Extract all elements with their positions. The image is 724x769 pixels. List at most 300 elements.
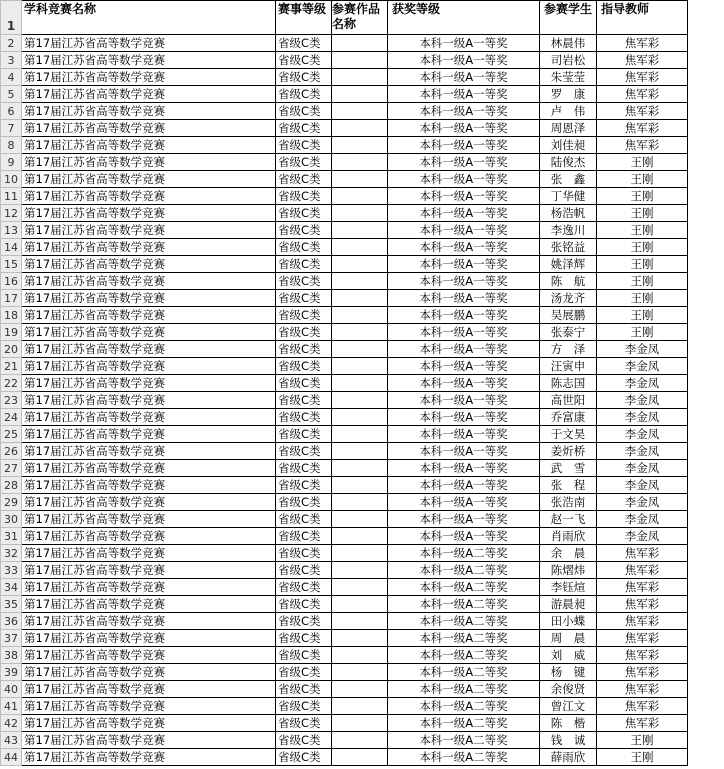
cell-event-level[interactable]: 省级C类	[276, 324, 332, 341]
cell-competition-name[interactable]: 第17届江苏省高等数学竞赛	[22, 494, 276, 511]
cell-teacher[interactable]: 焦军彩	[597, 698, 688, 715]
cell-teacher[interactable]: 李金凤	[597, 494, 688, 511]
cell-teacher[interactable]: 王刚	[597, 273, 688, 290]
cell-competition-name[interactable]: 第17届江苏省高等数学竞赛	[22, 630, 276, 647]
cell-competition-name[interactable]: 第17届江苏省高等数学竞赛	[22, 511, 276, 528]
row-number[interactable]: 26	[1, 443, 22, 460]
cell-event-level[interactable]: 省级C类	[276, 681, 332, 698]
cell-work-name[interactable]	[332, 69, 388, 86]
cell-teacher[interactable]: 王刚	[597, 749, 688, 766]
cell-award-level[interactable]: 本科一级A一等奖	[388, 222, 540, 239]
cell-work-name[interactable]	[332, 273, 388, 290]
cell-work-name[interactable]	[332, 426, 388, 443]
cell-student[interactable]: 杨浩帆	[540, 205, 597, 222]
cell-award-level[interactable]: 本科一级A一等奖	[388, 188, 540, 205]
cell-student[interactable]: 卢 伟	[540, 103, 597, 120]
cell-teacher[interactable]: 焦军彩	[597, 613, 688, 630]
cell-event-level[interactable]: 省级C类	[276, 205, 332, 222]
row-number[interactable]: 40	[1, 681, 22, 698]
cell-student[interactable]: 李钰煊	[540, 579, 597, 596]
cell-award-level[interactable]: 本科一级A二等奖	[388, 698, 540, 715]
cell-teacher[interactable]: 王刚	[597, 307, 688, 324]
row-number[interactable]: 4	[1, 69, 22, 86]
header-teacher[interactable]: 指导教师	[597, 1, 688, 35]
cell-competition-name[interactable]: 第17届江苏省高等数学竞赛	[22, 443, 276, 460]
cell-student[interactable]: 汪寅申	[540, 358, 597, 375]
cell-work-name[interactable]	[332, 715, 388, 732]
cell-work-name[interactable]	[332, 188, 388, 205]
cell-award-level[interactable]: 本科一级A一等奖	[388, 154, 540, 171]
cell-event-level[interactable]: 省级C类	[276, 341, 332, 358]
cell-work-name[interactable]	[332, 664, 388, 681]
cell-teacher[interactable]: 李金凤	[597, 409, 688, 426]
cell-student[interactable]: 钱 诚	[540, 732, 597, 749]
cell-award-level[interactable]: 本科一级A一等奖	[388, 358, 540, 375]
cell-competition-name[interactable]: 第17届江苏省高等数学竞赛	[22, 460, 276, 477]
cell-student[interactable]: 乔富康	[540, 409, 597, 426]
cell-work-name[interactable]	[332, 545, 388, 562]
cell-work-name[interactable]	[332, 120, 388, 137]
cell-event-level[interactable]: 省级C类	[276, 749, 332, 766]
row-number[interactable]: 21	[1, 358, 22, 375]
row-number[interactable]: 6	[1, 103, 22, 120]
cell-competition-name[interactable]: 第17届江苏省高等数学竞赛	[22, 273, 276, 290]
cell-work-name[interactable]	[332, 341, 388, 358]
cell-event-level[interactable]: 省级C类	[276, 120, 332, 137]
cell-work-name[interactable]	[332, 290, 388, 307]
header-award-level[interactable]: 获奖等级	[388, 1, 540, 35]
cell-event-level[interactable]: 省级C类	[276, 664, 332, 681]
cell-event-level[interactable]: 省级C类	[276, 86, 332, 103]
cell-competition-name[interactable]: 第17届江苏省高等数学竞赛	[22, 341, 276, 358]
cell-teacher[interactable]: 王刚	[597, 256, 688, 273]
cell-work-name[interactable]	[332, 749, 388, 766]
cell-event-level[interactable]: 省级C类	[276, 647, 332, 664]
cell-event-level[interactable]: 省级C类	[276, 477, 332, 494]
cell-event-level[interactable]: 省级C类	[276, 511, 332, 528]
cell-work-name[interactable]	[332, 579, 388, 596]
row-number[interactable]: 29	[1, 494, 22, 511]
row-number[interactable]: 43	[1, 732, 22, 749]
cell-competition-name[interactable]: 第17届江苏省高等数学竞赛	[22, 375, 276, 392]
cell-competition-name[interactable]: 第17届江苏省高等数学竞赛	[22, 647, 276, 664]
cell-event-level[interactable]: 省级C类	[276, 222, 332, 239]
cell-student[interactable]: 姚泽辉	[540, 256, 597, 273]
cell-award-level[interactable]: 本科一级A一等奖	[388, 392, 540, 409]
cell-teacher[interactable]: 焦军彩	[597, 562, 688, 579]
cell-student[interactable]: 刘佳昶	[540, 137, 597, 154]
cell-student[interactable]: 张 程	[540, 477, 597, 494]
cell-teacher[interactable]: 焦军彩	[597, 35, 688, 52]
cell-student[interactable]: 方 泽	[540, 341, 597, 358]
cell-event-level[interactable]: 省级C类	[276, 443, 332, 460]
cell-competition-name[interactable]: 第17届江苏省高等数学竞赛	[22, 732, 276, 749]
cell-teacher[interactable]: 焦军彩	[597, 120, 688, 137]
cell-award-level[interactable]: 本科一级A二等奖	[388, 664, 540, 681]
cell-event-level[interactable]: 省级C类	[276, 596, 332, 613]
cell-award-level[interactable]: 本科一级A一等奖	[388, 137, 540, 154]
cell-work-name[interactable]	[332, 392, 388, 409]
row-number[interactable]: 36	[1, 613, 22, 630]
cell-student[interactable]: 陈熠炜	[540, 562, 597, 579]
row-number[interactable]: 28	[1, 477, 22, 494]
cell-event-level[interactable]: 省级C类	[276, 69, 332, 86]
cell-competition-name[interactable]: 第17届江苏省高等数学竞赛	[22, 698, 276, 715]
cell-work-name[interactable]	[332, 222, 388, 239]
cell-work-name[interactable]	[332, 35, 388, 52]
cell-student[interactable]: 陈志国	[540, 375, 597, 392]
cell-competition-name[interactable]: 第17届江苏省高等数学竞赛	[22, 290, 276, 307]
row-number[interactable]: 9	[1, 154, 22, 171]
cell-work-name[interactable]	[332, 324, 388, 341]
cell-award-level[interactable]: 本科一级A二等奖	[388, 613, 540, 630]
cell-event-level[interactable]: 省级C类	[276, 171, 332, 188]
cell-event-level[interactable]: 省级C类	[276, 103, 332, 120]
cell-teacher[interactable]: 焦军彩	[597, 52, 688, 69]
row-number[interactable]: 14	[1, 239, 22, 256]
cell-work-name[interactable]	[332, 307, 388, 324]
cell-award-level[interactable]: 本科一级A二等奖	[388, 545, 540, 562]
cell-competition-name[interactable]: 第17届江苏省高等数学竞赛	[22, 477, 276, 494]
cell-teacher[interactable]: 焦军彩	[597, 86, 688, 103]
cell-competition-name[interactable]: 第17届江苏省高等数学竞赛	[22, 52, 276, 69]
cell-competition-name[interactable]: 第17届江苏省高等数学竞赛	[22, 154, 276, 171]
cell-student[interactable]: 周恩泽	[540, 120, 597, 137]
cell-award-level[interactable]: 本科一级A一等奖	[388, 256, 540, 273]
row-number[interactable]: 22	[1, 375, 22, 392]
row-number[interactable]: 35	[1, 596, 22, 613]
cell-award-level[interactable]: 本科一级A二等奖	[388, 681, 540, 698]
cell-teacher[interactable]: 李金凤	[597, 528, 688, 545]
cell-award-level[interactable]: 本科一级A一等奖	[388, 273, 540, 290]
cell-student[interactable]: 林晨伟	[540, 35, 597, 52]
cell-teacher[interactable]: 王刚	[597, 171, 688, 188]
cell-teacher[interactable]: 李金凤	[597, 511, 688, 528]
cell-teacher[interactable]: 焦军彩	[597, 664, 688, 681]
cell-award-level[interactable]: 本科一级A一等奖	[388, 86, 540, 103]
row-number[interactable]: 34	[1, 579, 22, 596]
cell-work-name[interactable]	[332, 103, 388, 120]
cell-event-level[interactable]: 省级C类	[276, 307, 332, 324]
cell-competition-name[interactable]: 第17届江苏省高等数学竞赛	[22, 137, 276, 154]
cell-event-level[interactable]: 省级C类	[276, 375, 332, 392]
cell-competition-name[interactable]: 第17届江苏省高等数学竞赛	[22, 664, 276, 681]
cell-award-level[interactable]: 本科一级A一等奖	[388, 409, 540, 426]
cell-student[interactable]: 周 晨	[540, 630, 597, 647]
cell-teacher[interactable]: 李金凤	[597, 341, 688, 358]
cell-teacher[interactable]: 李金凤	[597, 375, 688, 392]
cell-event-level[interactable]: 省级C类	[276, 273, 332, 290]
cell-award-level[interactable]: 本科一级A一等奖	[388, 375, 540, 392]
cell-event-level[interactable]: 省级C类	[276, 732, 332, 749]
cell-event-level[interactable]: 省级C类	[276, 409, 332, 426]
cell-award-level[interactable]: 本科一级A一等奖	[388, 426, 540, 443]
cell-work-name[interactable]	[332, 171, 388, 188]
cell-teacher[interactable]: 焦军彩	[597, 103, 688, 120]
cell-competition-name[interactable]: 第17届江苏省高等数学竞赛	[22, 613, 276, 630]
cell-student[interactable]: 李逸川	[540, 222, 597, 239]
row-number[interactable]: 23	[1, 392, 22, 409]
cell-competition-name[interactable]: 第17届江苏省高等数学竞赛	[22, 681, 276, 698]
cell-competition-name[interactable]: 第17届江苏省高等数学竞赛	[22, 528, 276, 545]
cell-student[interactable]: 刘 威	[540, 647, 597, 664]
cell-work-name[interactable]	[332, 681, 388, 698]
cell-event-level[interactable]: 省级C类	[276, 562, 332, 579]
cell-work-name[interactable]	[332, 460, 388, 477]
cell-student[interactable]: 余俊贤	[540, 681, 597, 698]
cell-work-name[interactable]	[332, 698, 388, 715]
cell-event-level[interactable]: 省级C类	[276, 460, 332, 477]
row-number[interactable]: 33	[1, 562, 22, 579]
cell-student[interactable]: 张泰宁	[540, 324, 597, 341]
cell-teacher[interactable]: 焦军彩	[597, 681, 688, 698]
cell-work-name[interactable]	[332, 443, 388, 460]
cell-award-level[interactable]: 本科一级A一等奖	[388, 307, 540, 324]
cell-competition-name[interactable]: 第17届江苏省高等数学竞赛	[22, 749, 276, 766]
cell-teacher[interactable]: 李金凤	[597, 426, 688, 443]
cell-award-level[interactable]: 本科一级A一等奖	[388, 103, 540, 120]
cell-student[interactable]: 赵一飞	[540, 511, 597, 528]
cell-award-level[interactable]: 本科一级A二等奖	[388, 630, 540, 647]
cell-award-level[interactable]: 本科一级A一等奖	[388, 511, 540, 528]
cell-event-level[interactable]: 省级C类	[276, 494, 332, 511]
cell-award-level[interactable]: 本科一级A二等奖	[388, 579, 540, 596]
cell-student[interactable]: 田小蝶	[540, 613, 597, 630]
cell-work-name[interactable]	[332, 562, 388, 579]
cell-event-level[interactable]: 省级C类	[276, 698, 332, 715]
cell-teacher[interactable]: 王刚	[597, 732, 688, 749]
cell-student[interactable]: 游晨昶	[540, 596, 597, 613]
row-number[interactable]: 44	[1, 749, 22, 766]
cell-event-level[interactable]: 省级C类	[276, 426, 332, 443]
row-number[interactable]: 25	[1, 426, 22, 443]
cell-student[interactable]: 陈 航	[540, 273, 597, 290]
row-number[interactable]: 15	[1, 256, 22, 273]
cell-teacher[interactable]: 焦军彩	[597, 137, 688, 154]
cell-event-level[interactable]: 省级C类	[276, 392, 332, 409]
cell-event-level[interactable]: 省级C类	[276, 52, 332, 69]
cell-work-name[interactable]	[332, 647, 388, 664]
cell-event-level[interactable]: 省级C类	[276, 154, 332, 171]
row-number[interactable]: 37	[1, 630, 22, 647]
row-number[interactable]: 38	[1, 647, 22, 664]
cell-teacher[interactable]: 王刚	[597, 239, 688, 256]
cell-teacher[interactable]: 焦军彩	[597, 715, 688, 732]
cell-teacher[interactable]: 王刚	[597, 188, 688, 205]
cell-work-name[interactable]	[332, 732, 388, 749]
cell-work-name[interactable]	[332, 52, 388, 69]
row-number[interactable]: 30	[1, 511, 22, 528]
cell-award-level[interactable]: 本科一级A一等奖	[388, 494, 540, 511]
cell-event-level[interactable]: 省级C类	[276, 256, 332, 273]
cell-teacher[interactable]: 王刚	[597, 222, 688, 239]
row-number[interactable]: 7	[1, 120, 22, 137]
row-number[interactable]: 32	[1, 545, 22, 562]
row-number[interactable]: 19	[1, 324, 22, 341]
cell-teacher[interactable]: 焦军彩	[597, 630, 688, 647]
cell-award-level[interactable]: 本科一级A一等奖	[388, 205, 540, 222]
cell-work-name[interactable]	[332, 358, 388, 375]
cell-teacher[interactable]: 李金凤	[597, 392, 688, 409]
header-event-level[interactable]: 赛事等级	[276, 1, 332, 35]
cell-competition-name[interactable]: 第17届江苏省高等数学竞赛	[22, 392, 276, 409]
cell-teacher[interactable]: 王刚	[597, 324, 688, 341]
cell-work-name[interactable]	[332, 613, 388, 630]
cell-student[interactable]: 姜炘桥	[540, 443, 597, 460]
cell-event-level[interactable]: 省级C类	[276, 35, 332, 52]
row-number[interactable]: 27	[1, 460, 22, 477]
cell-competition-name[interactable]: 第17届江苏省高等数学竞赛	[22, 426, 276, 443]
cell-event-level[interactable]: 省级C类	[276, 613, 332, 630]
cell-competition-name[interactable]: 第17届江苏省高等数学竞赛	[22, 579, 276, 596]
cell-event-level[interactable]: 省级C类	[276, 188, 332, 205]
row-number[interactable]: 11	[1, 188, 22, 205]
cell-work-name[interactable]	[332, 375, 388, 392]
cell-student[interactable]: 薛雨欣	[540, 749, 597, 766]
cell-teacher[interactable]: 王刚	[597, 290, 688, 307]
cell-student[interactable]: 陈 楷	[540, 715, 597, 732]
cell-student[interactable]: 司岩松	[540, 52, 597, 69]
cell-award-level[interactable]: 本科一级A一等奖	[388, 239, 540, 256]
cell-award-level[interactable]: 本科一级A二等奖	[388, 749, 540, 766]
cell-event-level[interactable]: 省级C类	[276, 290, 332, 307]
cell-teacher[interactable]: 焦军彩	[597, 579, 688, 596]
cell-student[interactable]: 丁华健	[540, 188, 597, 205]
cell-award-level[interactable]: 本科一级A二等奖	[388, 647, 540, 664]
cell-award-level[interactable]: 本科一级A一等奖	[388, 52, 540, 69]
cell-work-name[interactable]	[332, 630, 388, 647]
cell-award-level[interactable]: 本科一级A一等奖	[388, 528, 540, 545]
cell-competition-name[interactable]: 第17届江苏省高等数学竞赛	[22, 120, 276, 137]
row-number[interactable]: 5	[1, 86, 22, 103]
cell-event-level[interactable]: 省级C类	[276, 239, 332, 256]
row-number[interactable]: 41	[1, 698, 22, 715]
cell-teacher[interactable]: 焦军彩	[597, 69, 688, 86]
header-student[interactable]: 参赛学生	[540, 1, 597, 35]
cell-competition-name[interactable]: 第17届江苏省高等数学竞赛	[22, 86, 276, 103]
cell-award-level[interactable]: 本科一级A二等奖	[388, 562, 540, 579]
cell-competition-name[interactable]: 第17届江苏省高等数学竞赛	[22, 69, 276, 86]
cell-award-level[interactable]: 本科一级A一等奖	[388, 341, 540, 358]
header-work-name[interactable]: 参赛作品名称	[332, 1, 388, 35]
cell-teacher[interactable]: 王刚	[597, 205, 688, 222]
cell-competition-name[interactable]: 第17届江苏省高等数学竞赛	[22, 715, 276, 732]
cell-award-level[interactable]: 本科一级A二等奖	[388, 596, 540, 613]
cell-work-name[interactable]	[332, 256, 388, 273]
row-number[interactable]: 18	[1, 307, 22, 324]
cell-competition-name[interactable]: 第17届江苏省高等数学竞赛	[22, 239, 276, 256]
cell-student[interactable]: 武 雪	[540, 460, 597, 477]
cell-competition-name[interactable]: 第17届江苏省高等数学竞赛	[22, 205, 276, 222]
row-number[interactable]: 1	[1, 1, 22, 35]
row-number[interactable]: 12	[1, 205, 22, 222]
cell-event-level[interactable]: 省级C类	[276, 545, 332, 562]
cell-work-name[interactable]	[332, 528, 388, 545]
cell-award-level[interactable]: 本科一级A一等奖	[388, 290, 540, 307]
cell-award-level[interactable]: 本科一级A一等奖	[388, 460, 540, 477]
cell-event-level[interactable]: 省级C类	[276, 715, 332, 732]
row-number[interactable]: 3	[1, 52, 22, 69]
row-number[interactable]: 39	[1, 664, 22, 681]
cell-work-name[interactable]	[332, 409, 388, 426]
cell-award-level[interactable]: 本科一级A一等奖	[388, 35, 540, 52]
cell-award-level[interactable]: 本科一级A一等奖	[388, 324, 540, 341]
cell-teacher[interactable]: 李金凤	[597, 460, 688, 477]
cell-work-name[interactable]	[332, 477, 388, 494]
row-number[interactable]: 42	[1, 715, 22, 732]
cell-competition-name[interactable]: 第17届江苏省高等数学竞赛	[22, 409, 276, 426]
cell-work-name[interactable]	[332, 494, 388, 511]
cell-teacher[interactable]: 王刚	[597, 154, 688, 171]
cell-student[interactable]: 吴展鹏	[540, 307, 597, 324]
cell-student[interactable]: 张浩南	[540, 494, 597, 511]
cell-work-name[interactable]	[332, 86, 388, 103]
row-number[interactable]: 8	[1, 137, 22, 154]
cell-competition-name[interactable]: 第17届江苏省高等数学竞赛	[22, 256, 276, 273]
header-competition-name[interactable]: 学科竞赛名称	[22, 1, 276, 35]
row-number[interactable]: 2	[1, 35, 22, 52]
cell-student[interactable]: 汤龙齐	[540, 290, 597, 307]
row-number[interactable]: 10	[1, 171, 22, 188]
row-number[interactable]: 24	[1, 409, 22, 426]
cell-teacher[interactable]: 李金凤	[597, 358, 688, 375]
cell-student[interactable]: 高世阳	[540, 392, 597, 409]
cell-student[interactable]: 余 晨	[540, 545, 597, 562]
cell-student[interactable]: 罗 康	[540, 86, 597, 103]
row-number[interactable]: 31	[1, 528, 22, 545]
cell-competition-name[interactable]: 第17届江苏省高等数学竞赛	[22, 358, 276, 375]
row-number[interactable]: 20	[1, 341, 22, 358]
cell-competition-name[interactable]: 第17届江苏省高等数学竞赛	[22, 324, 276, 341]
cell-award-level[interactable]: 本科一级A一等奖	[388, 171, 540, 188]
cell-student[interactable]: 曾江文	[540, 698, 597, 715]
cell-teacher[interactable]: 焦军彩	[597, 545, 688, 562]
cell-student[interactable]: 肖雨欣	[540, 528, 597, 545]
row-number[interactable]: 13	[1, 222, 22, 239]
cell-competition-name[interactable]: 第17届江苏省高等数学竞赛	[22, 103, 276, 120]
row-number[interactable]: 16	[1, 273, 22, 290]
cell-student[interactable]: 于文昊	[540, 426, 597, 443]
cell-event-level[interactable]: 省级C类	[276, 579, 332, 596]
cell-award-level[interactable]: 本科一级A二等奖	[388, 715, 540, 732]
cell-award-level[interactable]: 本科一级A一等奖	[388, 120, 540, 137]
cell-student[interactable]: 陆俊杰	[540, 154, 597, 171]
cell-award-level[interactable]: 本科一级A一等奖	[388, 69, 540, 86]
cell-work-name[interactable]	[332, 511, 388, 528]
cell-competition-name[interactable]: 第17届江苏省高等数学竞赛	[22, 596, 276, 613]
cell-competition-name[interactable]: 第17届江苏省高等数学竞赛	[22, 35, 276, 52]
cell-award-level[interactable]: 本科一级A一等奖	[388, 443, 540, 460]
cell-teacher[interactable]: 焦军彩	[597, 596, 688, 613]
cell-event-level[interactable]: 省级C类	[276, 630, 332, 647]
cell-award-level[interactable]: 本科一级A一等奖	[388, 477, 540, 494]
cell-competition-name[interactable]: 第17届江苏省高等数学竞赛	[22, 545, 276, 562]
cell-work-name[interactable]	[332, 154, 388, 171]
cell-event-level[interactable]: 省级C类	[276, 358, 332, 375]
cell-student[interactable]: 杨 键	[540, 664, 597, 681]
cell-student[interactable]: 张 鑫	[540, 171, 597, 188]
cell-competition-name[interactable]: 第17届江苏省高等数学竞赛	[22, 562, 276, 579]
cell-student[interactable]: 张铭益	[540, 239, 597, 256]
cell-teacher[interactable]: 李金凤	[597, 443, 688, 460]
row-number[interactable]: 17	[1, 290, 22, 307]
cell-teacher[interactable]: 李金凤	[597, 477, 688, 494]
cell-work-name[interactable]	[332, 596, 388, 613]
cell-work-name[interactable]	[332, 205, 388, 222]
cell-competition-name[interactable]: 第17届江苏省高等数学竞赛	[22, 171, 276, 188]
cell-teacher[interactable]: 焦军彩	[597, 647, 688, 664]
cell-competition-name[interactable]: 第17届江苏省高等数学竞赛	[22, 307, 276, 324]
